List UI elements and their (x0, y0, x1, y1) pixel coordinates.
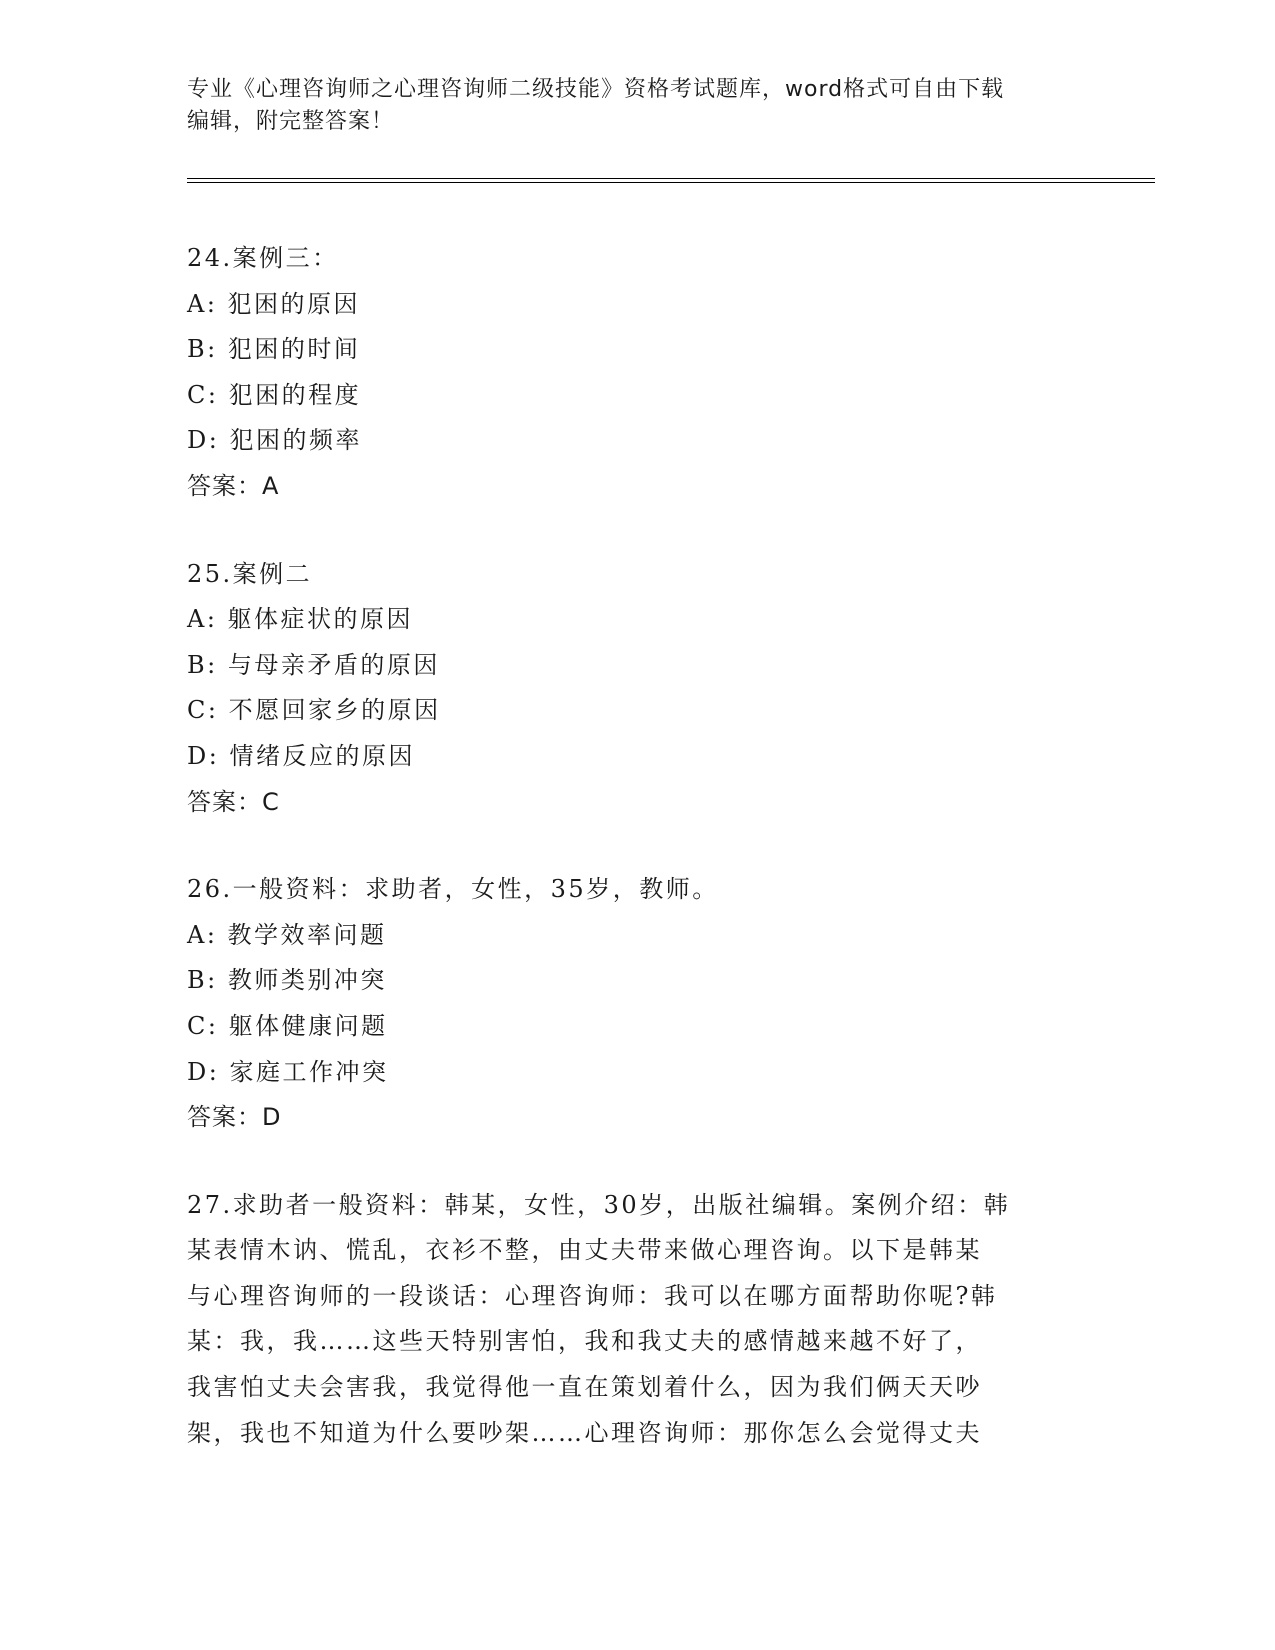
option-b: B: 犯困的时间 (187, 335, 361, 364)
question-24 (187, 236, 1087, 510)
option-a: A: 躯体症状的原因 (187, 605, 414, 634)
question-list (187, 236, 1087, 1498)
option-d: D: 家庭工作冲突 (187, 1057, 389, 1086)
option-b: B: 与母亲矛盾的原因 (187, 650, 440, 679)
option-d: D: 犯困的频率 (187, 426, 362, 455)
answer-label: 答案：C (187, 787, 280, 816)
option-b: B: 教师类别冲突 (187, 966, 387, 995)
header-divider-bottom (187, 182, 1155, 183)
question-26 (187, 867, 1087, 1141)
option-d: D: 情绪反应的原因 (187, 741, 415, 770)
option-c: C: 不愿回家乡的原因 (187, 696, 441, 725)
question-text-line: 架，我也不知道为什么要吵架……心理咨询师：那你怎么会觉得丈夫 (187, 1418, 982, 1447)
question-text-line: 27.求助者一般资料：韩某，女性，30岁，出版社编辑。案例介绍：韩 (187, 1190, 1011, 1219)
question-text-line: 与心理咨询师的一段谈话：心理咨询师：我可以在哪方面帮助你呢?韩 (187, 1281, 998, 1310)
question-stem: 24.案例三： (187, 244, 339, 272)
header-divider-top (187, 178, 1155, 179)
option-c: C: 躯体健康问题 (187, 1011, 388, 1040)
answer-label: 答案：D (187, 1103, 282, 1132)
question-27 (187, 1183, 1087, 1457)
document-header (187, 74, 1087, 138)
option-a: A: 犯困的原因 (187, 289, 361, 318)
option-a: A: 教学效率问题 (187, 920, 387, 949)
question-stem: 26.一般资料：求助者，女性，35岁，教师。 (187, 875, 719, 904)
question-text-line: 我害怕丈夫会害我，我觉得他一直在策划着什么，因为我们俩天天吵 (187, 1373, 982, 1402)
question-stem: 25.案例二 (187, 559, 313, 588)
header-line-1: 专业《心理咨询师之心理咨询师二级技能》资格考试题库，word格式可自由下载 (187, 77, 1005, 102)
question-text-line: 某：我，我……这些天特别害怕，我和我丈夫的感情越来越不好了， (187, 1327, 982, 1356)
question-text-line: 某表情木讷、慌乱，衣衫不整，由丈夫带来做心理咨询。以下是韩某 (187, 1236, 982, 1265)
option-c: C: 犯困的程度 (187, 380, 362, 409)
answer-label: 答案：A (187, 471, 280, 500)
question-25 (187, 552, 1087, 826)
header-line-2: 编辑，附完整答案！ (187, 109, 395, 134)
